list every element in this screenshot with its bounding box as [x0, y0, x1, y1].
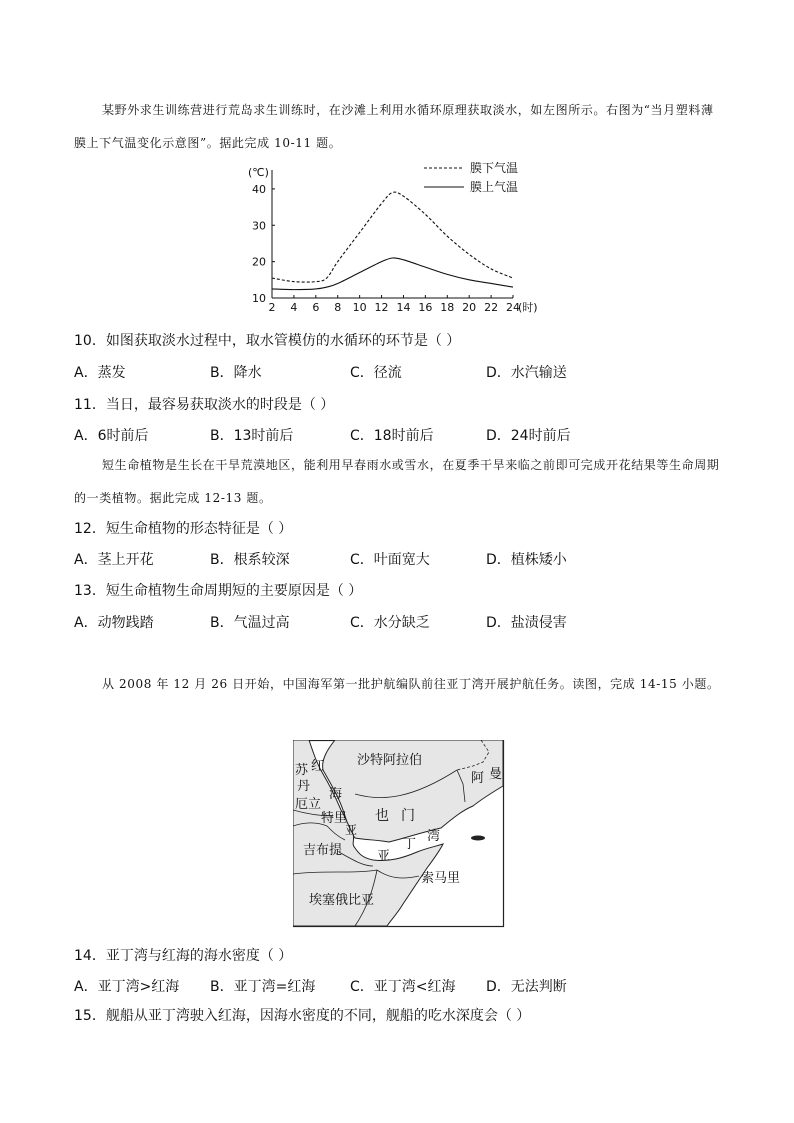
label-gulf-aden-a: 亚: [377, 849, 391, 864]
x-tick-label: 16: [418, 301, 433, 314]
label-gulf-aden-c: 湾: [427, 829, 441, 844]
option-a[interactable]: A．6时前后: [74, 428, 149, 444]
option-a[interactable]: A．茎上开花: [74, 552, 154, 568]
question-10: 10．如图获取淡水过程中，取水管模仿的水循环的环节是（ ）: [74, 333, 461, 349]
label-ethiopia: 埃塞俄比亚: [309, 893, 375, 908]
x-tick-label: 18: [440, 301, 455, 314]
option-d[interactable]: D．水汽输送: [486, 365, 567, 381]
label-eritrea-a: 厄立: [295, 797, 322, 812]
option-d[interactable]: D．无法判断: [486, 979, 567, 995]
option-b[interactable]: B．亚丁湾=红海: [210, 979, 316, 995]
y-tick-label: 40: [252, 182, 266, 196]
option-c[interactable]: C．水分缺乏: [350, 615, 430, 631]
x-tick-label: 22: [484, 301, 499, 314]
option-b[interactable]: B．气温过高: [210, 615, 290, 631]
option-c[interactable]: C．径流: [350, 365, 402, 381]
x-tick-label: 24: [506, 301, 520, 314]
option-a[interactable]: A．动物践踏: [74, 615, 154, 631]
label-eritrea-c: 亚: [345, 823, 358, 837]
intro-paragraph-3: 从 2008 年 12 月 26 日开始，中国海军第一批护航编队前往亚丁湾开展护航任务。读图，完成 14-15 小题。: [102, 677, 720, 691]
x-tick-label: 14: [396, 301, 411, 314]
x-tick-label: 4: [290, 301, 298, 314]
y-tick-label: 10: [252, 292, 266, 305]
label-gulf-aden-b: 丁: [403, 837, 417, 852]
label-red-sea-a: 红: [311, 759, 325, 774]
option-c[interactable]: C．18时前后: [350, 428, 434, 444]
label-saudi-arabia: 沙特阿拉伯: [357, 753, 423, 768]
intro-paragraph-2: 短生命植物是生长在干旱荒漠地区，能利用早春雨水或雪水，在夏季干旱来临之前即可完成开花结果等生命周期的一类植物。据此完成 12-13 题。: [74, 458, 720, 505]
label-yemen-a: 也: [375, 808, 389, 824]
option-d[interactable]: D．植株矮小: [486, 552, 567, 568]
x-tick-label: 12: [374, 301, 389, 314]
option-a[interactable]: A．蒸发: [74, 365, 126, 381]
y-tick-label: 30: [252, 219, 266, 233]
question-14: 14．亚丁湾与红海的海水密度（ ）: [74, 948, 293, 964]
label-somalia: 索马里: [421, 871, 461, 886]
label-eritrea-b: 特里: [321, 811, 348, 826]
option-c[interactable]: C．亚丁湾<红海: [350, 979, 456, 995]
question-15: 15．舰船从亚丁湾驶入红海，因海水密度的不同，舰船的吃水深度会（ ）: [74, 1008, 531, 1024]
y-tick-label: 20: [252, 255, 266, 269]
question-13: 13．短生命植物生命周期短的主要原因是（ ）: [74, 583, 363, 599]
x-axis-label: (时): [518, 301, 538, 314]
option-c[interactable]: C．叶面宽大: [350, 552, 430, 568]
series-line-above-film: [272, 258, 513, 290]
label-yemen-b: 门: [401, 808, 415, 824]
x-tick-label: 2: [268, 301, 276, 314]
temperature-chart: [238, 160, 558, 320]
x-tick-label: 6: [312, 301, 320, 314]
question-12: 12．短生命植物的形态特征是（ ）: [74, 521, 293, 537]
legend-label: 膜下气温: [470, 161, 519, 175]
label-oman-b: 曼: [489, 767, 503, 782]
option-b[interactable]: B．根系较深: [210, 552, 290, 568]
question-11: 11．当日，最容易获取淡水的时段是（ ）: [74, 397, 335, 413]
series-line-under-film: [272, 192, 513, 282]
label-red-sea-b: 海: [329, 787, 343, 802]
label-djibouti: 吉布提: [303, 843, 343, 858]
option-d[interactable]: D．盐渍侵害: [486, 615, 567, 631]
legend-label: 膜上气温: [470, 180, 519, 194]
x-tick-label: 20: [462, 301, 477, 314]
x-tick-label: 8: [334, 301, 342, 314]
option-a[interactable]: A．亚丁湾>红海: [74, 979, 180, 995]
option-b[interactable]: B．降水: [210, 365, 262, 381]
option-d[interactable]: D．24时前后: [486, 428, 571, 444]
gulf-of-aden-map: [293, 740, 505, 928]
option-b[interactable]: B．13时前后: [210, 428, 294, 444]
x-tick-label: 10: [352, 301, 367, 314]
label-sudan-a: 苏: [295, 763, 309, 778]
label-sudan-b: 丹: [297, 779, 311, 794]
label-oman-a: 阿: [471, 771, 485, 786]
intro-paragraph-1: 某野外求生训练营进行荒岛求生训练时，在沙滩上利用水循环原理获取淡水，如左图所示。右图为“当月塑料薄膜上下气温变化示意图”。据此完成 10-11 题。: [74, 103, 714, 150]
y-axis-label: (℃): [248, 166, 269, 179]
